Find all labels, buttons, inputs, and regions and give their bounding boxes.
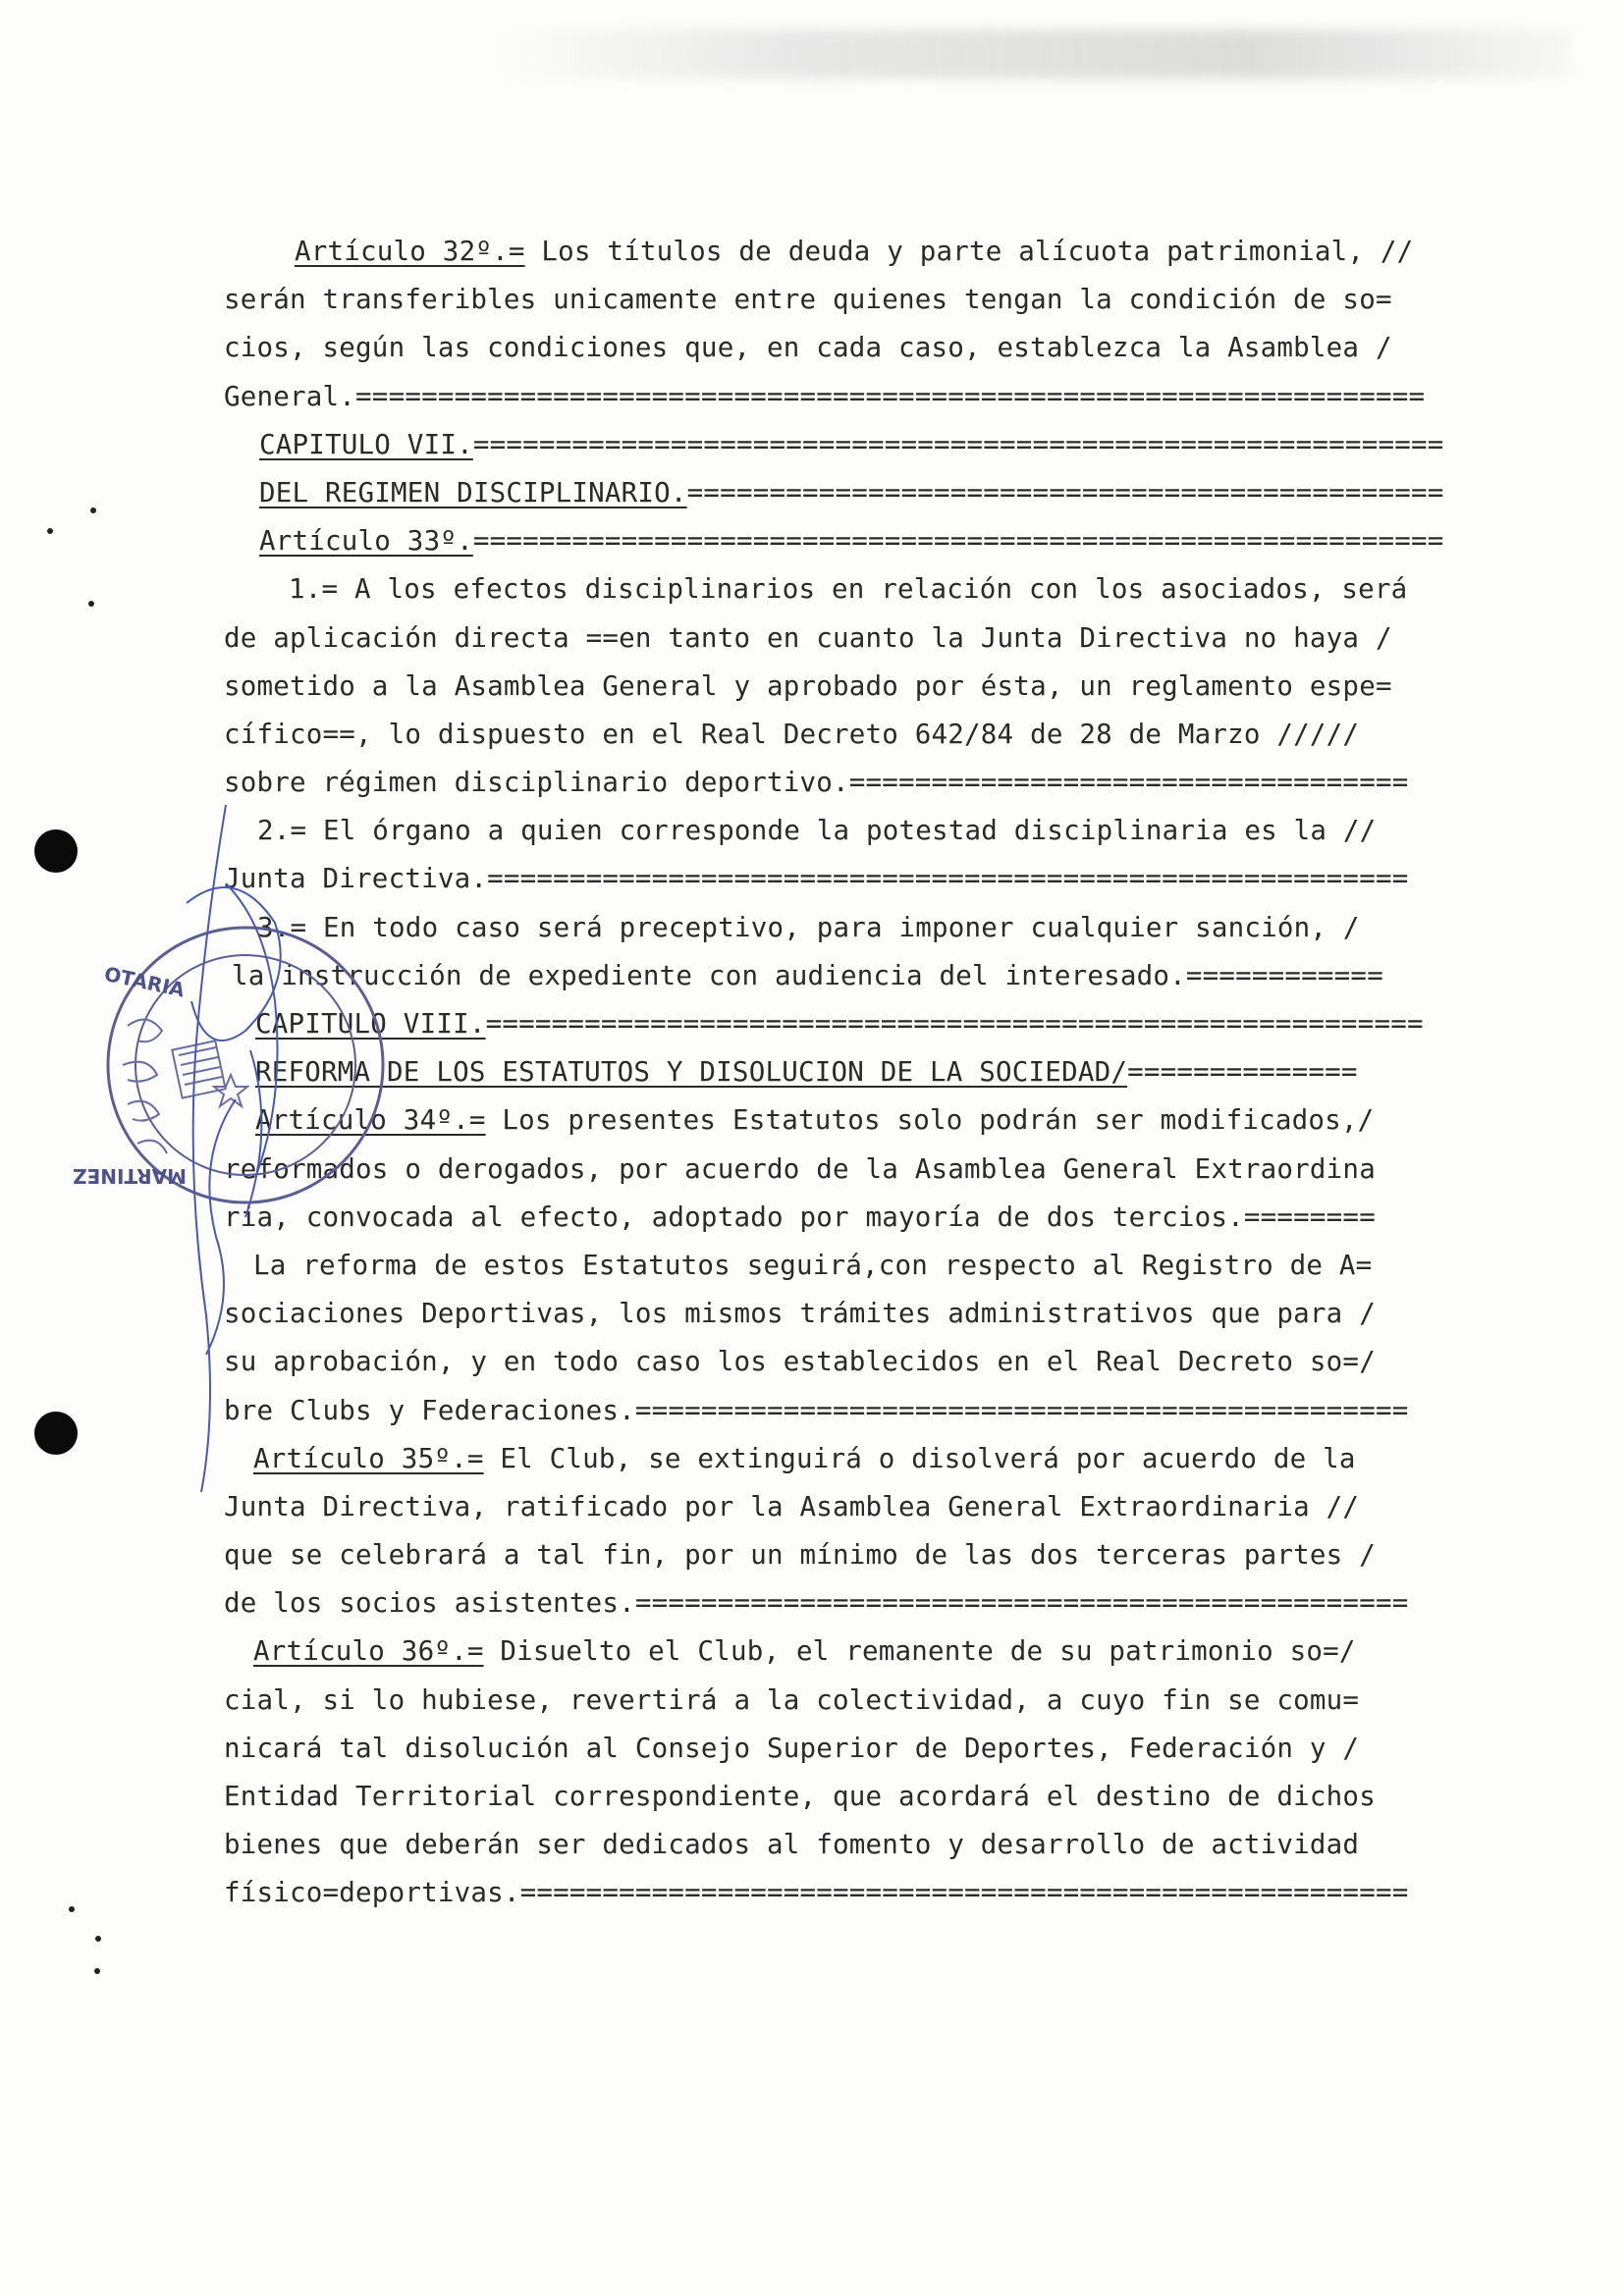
scan-speck <box>88 601 94 607</box>
document-line: su aprobación, y en todo caso los establecidos en el Real Decreto so=/ <box>224 1346 1376 1378</box>
punch-hole-top <box>34 829 78 873</box>
punch-hole-bottom <box>34 1412 78 1455</box>
document-line: Entidad Territorial correspondiente, que acordará el destino de dichos <box>224 1781 1376 1812</box>
document-line: 3.= En todo caso será preceptivo, para imponer cualquier sanción, / <box>257 911 1360 943</box>
document-line: ria, convocada al efecto, adoptado por mayoría de dos tercios.======== <box>224 1201 1376 1233</box>
document-line: cífico==, lo dispuesto en el Real Decreto 642/84 de 28 de Marzo ///// <box>224 718 1360 750</box>
document-body <box>224 228 1444 1918</box>
document-line: bienes que deberán ser dedicados al fomento y desarrollo de actividad <box>224 1829 1360 1861</box>
underlined-heading-text: Artículo 36º.= <box>253 1635 484 1668</box>
document-line: nicará tal disolución al Consejo Superior de Deportes, Federación y / <box>224 1732 1360 1764</box>
article-heading: Artículo 36º.= Disuelto el Club, el remanente de su patrimonio so=/ <box>253 1635 1356 1668</box>
document-line: Artículo 32º.= Los títulos de deuda y parte alícuota patrimonial, // <box>295 236 1414 267</box>
document-line: de los socios asistentes.=============================================== <box>224 1587 1409 1620</box>
document-line: sociaciones Deportivas, los mismos trámites administrativos que para / <box>224 1298 1376 1330</box>
document-line: La reforma de estos Estatutos seguirá,con respecto al Registro de A= <box>253 1249 1373 1281</box>
scan-smudge <box>491 29 1571 79</box>
document-line: bre Clubs y Federaciones.=============================================== <box>224 1394 1409 1426</box>
underlined-heading-text: REFORMA DE LOS ESTATUTOS Y DISOLUCION DE LA SOCIEDAD/ <box>255 1056 1128 1089</box>
stamp-top-text: OTARIA <box>102 961 188 1002</box>
chapter-heading: CAPITULO VII.=========================================================== <box>259 428 1444 460</box>
document-line: reformados o derogados, por acuerdo de la Asamblea General Extraordina <box>224 1152 1376 1185</box>
underlined-heading-text: Artículo 32º.= <box>295 236 525 267</box>
document-line: físico=deportivas.====================================================== <box>224 1877 1409 1909</box>
scan-speck <box>47 528 53 534</box>
document-line: cial, si lo hubiese, revertirá a la colectividad, a cuyo fin se comu= <box>224 1683 1360 1716</box>
document-line: la instrucción de expediente con audiencia del interesado.============ <box>232 959 1383 991</box>
document-line: 1.= A los efectos disciplinarios en relación con los asociados, será <box>289 573 1408 606</box>
chapter-title: REFORMA DE LOS ESTATUTOS Y DISOLUCION DE LA SOCIEDAD/============== <box>255 1056 1358 1089</box>
document-line: cios, según las condiciones que, en cada caso, establezca la Asamblea / <box>224 332 1392 364</box>
underlined-heading-text: CAPITULO VII. <box>259 428 473 460</box>
document-line: que se celebrará a tal fin, por un mínimo de las dos terceras partes / <box>224 1539 1376 1572</box>
document-line: sobre régimen disciplinario deportivo.================================== <box>224 767 1409 799</box>
underlined-heading-text: DEL REGIMEN DISCIPLINARIO. <box>259 476 687 508</box>
article-heading: Artículo 35º.= El Club, se extinguirá o disolverá por acuerdo de la <box>253 1442 1356 1474</box>
document-line: serán transferibles unicamente entre quienes tengan la condición de so= <box>224 284 1392 316</box>
article-heading: Artículo 33º.=========================================================== <box>259 525 1444 558</box>
underlined-heading-text: Artículo 33º. <box>259 525 473 558</box>
document-line: sometido a la Asamblea General y aprobado por ésta, un reglamento espe= <box>224 669 1392 702</box>
stamp-bottom-text: MARTINEZ <box>73 1164 187 1188</box>
article-heading: Artículo 34º.= Los presentes Estatutos solo podrán ser modificados,/ <box>255 1104 1375 1137</box>
document-line: 2.= El órgano a quien corresponde la potestad disciplinaria es la // <box>257 815 1377 847</box>
handwritten-signature <box>177 805 295 1512</box>
scan-speck <box>95 1936 101 1942</box>
document-line: General.================================================================= <box>224 380 1426 412</box>
scan-speck <box>69 1906 75 1912</box>
chapter-heading: CAPITULO VIII.========================================================= <box>255 1008 1424 1040</box>
underlined-heading-text: Artículo 34º.= <box>255 1104 486 1137</box>
chapter-title: DEL REGIMEN DISCIPLINARIO.============================================== <box>259 476 1444 508</box>
document-line: de aplicación directa ==en tanto en cuanto la Junta Directiva no haya / <box>224 621 1392 654</box>
underlined-heading-text: Artículo 35º.= <box>253 1442 484 1474</box>
underlined-heading-text: CAPITULO VIII. <box>255 1008 486 1040</box>
scan-speck <box>90 507 96 513</box>
document-line: Junta Directiva, ratificado por la Asamblea General Extraordinaria // <box>224 1490 1360 1522</box>
scan-speck <box>94 1968 100 1974</box>
document-line: Junta Directiva.======================================================== <box>224 863 1409 895</box>
